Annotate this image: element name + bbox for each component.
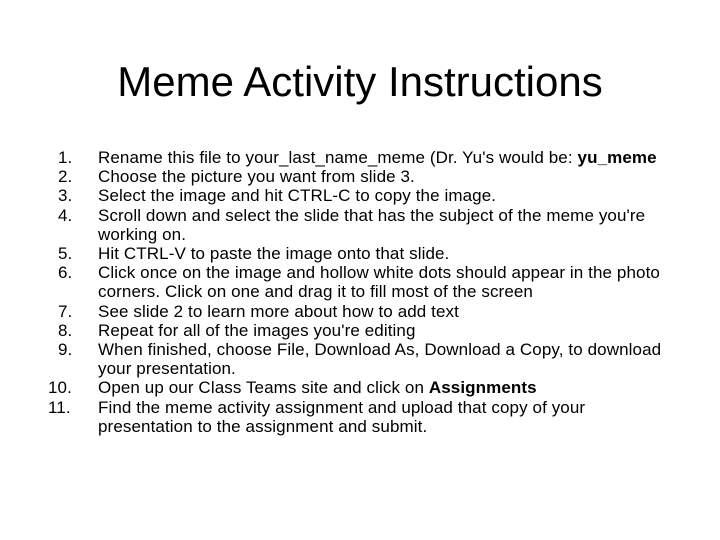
list-item	[48, 148, 678, 167]
list-item	[48, 244, 678, 263]
list-item	[48, 263, 678, 301]
instruction-list	[48, 148, 678, 436]
list-item	[48, 206, 678, 244]
list-item	[48, 302, 678, 321]
list-item	[48, 398, 678, 436]
list-item	[48, 340, 678, 378]
step-text: Choose the picture you want from slide 3.	[98, 167, 415, 187]
list-item	[48, 378, 678, 397]
step-text	[98, 148, 678, 167]
step-text: Find the meme activity assignment and upload that copy of your presentation to the assignment and submit.	[98, 397, 586, 436]
step-text-main: Open up our Class Teams site and click on	[98, 378, 429, 398]
step-text-bold: Assignments	[428, 378, 537, 398]
step-text-bold: yu_meme	[577, 148, 657, 167]
slide-title: Meme Activity Instructions	[117, 58, 603, 105]
list-item	[48, 186, 678, 205]
step-text	[98, 378, 678, 397]
step-number: 7.	[58, 301, 73, 321]
step-number: 4.	[58, 205, 73, 225]
step-number: 3.	[58, 186, 73, 206]
step-text: When finished, choose File, Download As, Download a Copy, to download your presentation.	[98, 340, 662, 379]
step-text-main: Rename this file to your_last_name_meme (Dr. Yu's would be:	[98, 148, 578, 167]
step-number: 9.	[58, 340, 73, 360]
list-item	[48, 321, 678, 340]
step-text: Select the image and hit CTRL-C to copy the image.	[98, 186, 497, 206]
step-text: Hit CTRL-V to paste the image onto that slide.	[98, 244, 450, 264]
step-text: Click once on the image and hollow white dots should appear in the photo corners. Click on one and drag it to fill most of the screen	[98, 263, 660, 302]
step-number: 10.	[48, 378, 72, 398]
step-number: 8.	[58, 320, 73, 340]
list-item	[48, 167, 678, 186]
step-text: Repeat for all of the images you're editing	[98, 320, 416, 340]
step-number: 2.	[58, 167, 73, 187]
step-text: Scroll down and select the slide that has the subject of the meme you're working on.	[98, 205, 646, 244]
step-text: See slide 2 to learn more about how to add text	[98, 301, 459, 321]
step-number: 6.	[58, 263, 73, 283]
step-number: 5.	[58, 244, 73, 264]
step-number: 1.	[58, 148, 73, 167]
step-number: 11.	[48, 397, 71, 417]
